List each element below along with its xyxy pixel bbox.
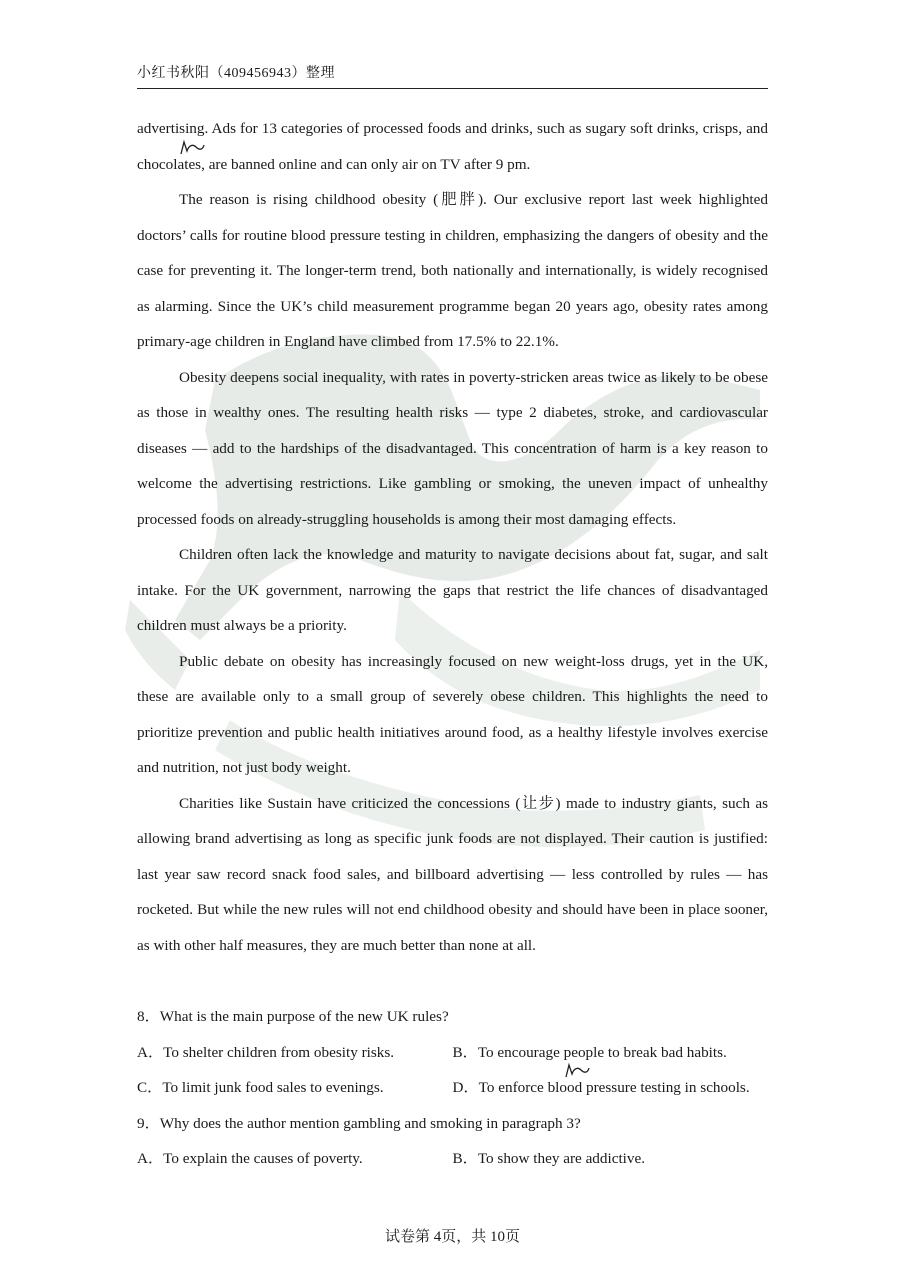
option-a[interactable]: A．To explain the causes of poverty. bbox=[137, 1150, 363, 1167]
passage-paragraph-3: Obesity deepens social inequality, with rates in poverty-stricken areas twice as likely to be obese as those in wealthy ones. The resulting health risks — type 2 diabetes, stroke, and cardiovascular diseases — add to the hardships of the disadvantaged. This concentration of harm is a key reason to welcome the advertising restrictions. Like gambling or smoking, the uneven impact of unhealthy processed foods on already-struggling households is among their most damaging effects. bbox=[137, 368, 768, 528]
option-row bbox=[137, 1070, 768, 1106]
option-row bbox=[137, 1141, 768, 1177]
passage-paragraph-4: Children often lack the knowledge and maturity to navigate decisions about fat, sugar, and salt intake. For the UK government, narrowing the gaps that restrict the life chances of disadvantaged children must always be a priority. bbox=[137, 546, 768, 634]
option-c[interactable]: C．To limit junk food sales to evenings. bbox=[137, 1079, 384, 1096]
passage-paragraph-6: Charities like Sustain have criticized the concessions (让步) made to industry giants, such as allowing brand advertising as long as specific junk foods are not displayed. Their caution is justified: last year saw record snack food sales, and billboard advertising — less controlled by rules — has rocketed. But while the new rules will not end childhood obesity and should have been in place sooner, as with other half measures, they are much better than none at all. bbox=[137, 794, 768, 954]
page-footer: 试卷第 4页，共 10页 bbox=[384, 1229, 520, 1245]
option-b[interactable]: B．To encourage people to break bad habits. bbox=[452, 1043, 727, 1061]
passage-paragraph-1: advertising. Ads for 13 categories of processed foods and drinks, such as sugary soft drinks, crisps, and chocolates, are banned online and can only air on TV after 9 pm. bbox=[137, 120, 768, 173]
passage-paragraph-2: The reason is rising childhood obesity (肥胖). Our exclusive report last week highlighted doctors’ calls for routine blood pressure testing in children, emphasizing the dangers of obesity and the case for preventing it. The longer-term trend, both nationally and internationally, is widely recognised as alarming. Since the UK’s child measurement programme began 20 years ago, obesity rates among primary-age children in England have climbed from 17.5% to 22.1%. bbox=[137, 191, 768, 350]
reading-passage bbox=[137, 111, 768, 963]
question-8 bbox=[137, 999, 768, 1106]
question-9 bbox=[137, 1106, 768, 1177]
option-d[interactable]: D．To enforce blood pressure testing in schools. bbox=[452, 1079, 750, 1096]
question-stem: 8．What is the main purpose of the new UK rules? bbox=[137, 1008, 449, 1025]
option-a[interactable]: A．To shelter children from obesity risks. bbox=[137, 1043, 395, 1061]
passage-paragraph-5: Public debate on obesity has increasingly focused on new weight-loss drugs, yet in the UK, these are available only to a small group of severely obese children. This highlights the need to prioritize prevention and public health initiatives around food, as a healthy lifestyle involves exercise and nutrition, not just body weight. bbox=[137, 652, 768, 776]
question-list bbox=[137, 999, 768, 1177]
page-header: 小红书秋阳（409456943）整理 bbox=[137, 62, 768, 89]
option-row bbox=[137, 1035, 768, 1071]
question-stem: 9．Why does the author mention gambling and smoking in paragraph 3? bbox=[137, 1114, 581, 1132]
option-b[interactable]: B．To show they are addictive. bbox=[452, 1150, 646, 1167]
